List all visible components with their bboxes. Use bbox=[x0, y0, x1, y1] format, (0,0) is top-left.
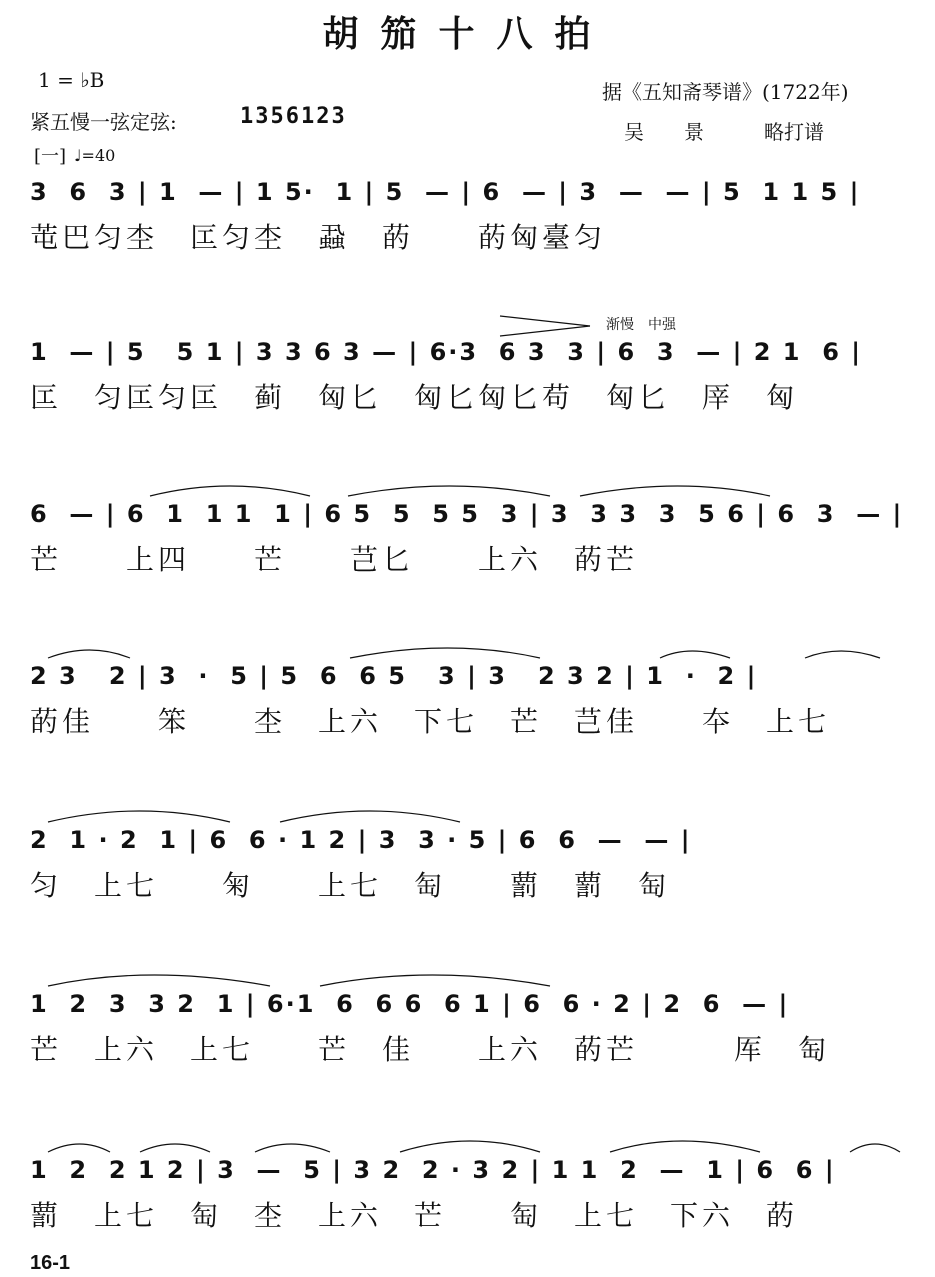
notation-line: 2 1 · 2 1 | 6 6 · 1 2 | 3 3 · 5 | 6 6 — — | bbox=[30, 826, 692, 854]
page-number: 16-1 bbox=[30, 1252, 71, 1274]
section-label: [一] bbox=[34, 146, 67, 167]
tablature-line: 芒 上四 芒 芑匕 上六 菂芒 bbox=[30, 543, 639, 576]
source-citation: 据《五知斋琴谱》(1722年) bbox=[602, 80, 849, 104]
tablature-line: 芒 上六 上七 芒 佳 上六 菂芒 厍 匋 bbox=[30, 1033, 831, 1066]
tuning-label: 紧五慢一弦定弦: bbox=[30, 110, 177, 134]
notation-line: 1 2 3 3 2 1 | 6·1 6 6 6 6 1 | 6 6 · 2 | 2 6 — | bbox=[30, 990, 790, 1018]
tablature-line: 匞 匀匞匀匞 蓟 匈匕 匈匕匈匕苟 匈匕 厗 匈 bbox=[30, 381, 799, 414]
tablature-line: 藅 上七 匋 杢 上六 芒 匋 上七 下六 菂 bbox=[30, 1199, 799, 1232]
notation-line: 2 3 2 | 3 · 5 | 5 6 6 5 3 | 3 2 3 2 | 1 · 2 | bbox=[30, 662, 758, 690]
key-signature: 1 = ♭B bbox=[38, 68, 105, 92]
notation-line: 1 — | 5 5 1 | 3 3 6 3 — | 6·3 6 3 3 | 6 3 — | 2 1 6 | bbox=[30, 338, 863, 366]
arranger: 吴 景 略打谱 bbox=[624, 120, 824, 144]
tuning-value: 1356123 bbox=[240, 104, 347, 129]
tablature-line: 芚巴匀杢 匞匀杢 蝨 菂 菂匈臺匀 bbox=[30, 221, 607, 254]
tablature-line: 匀 上七 匊 上七 匋 藅 藅 匋 bbox=[30, 869, 671, 902]
tempo-marking: 渐慢 中强 bbox=[606, 317, 676, 333]
page-title: 胡笳十八拍 bbox=[322, 13, 613, 55]
tempo: ♩=40 bbox=[74, 146, 116, 165]
tablature-line: 菂佳 笨 杢 上六 下七 芒 芑佳 夲 上七 bbox=[30, 705, 831, 738]
notation-line: 6 — | 6 1 1 1 1 | 6 5 5 5 5 3 | 3 3 3 3 5 6 | 6 3 — | bbox=[30, 500, 904, 528]
notation-line: 1 2 2 1 2 | 3 — 5 | 3 2 2 · 3 2 | 1 1 2 — 1 | 6 6 | bbox=[30, 1156, 836, 1184]
notation-line: 3 6 3 | 1 — | 1 5· 1 | 5 — | 6 — | 3 — — | 5 1 1 5 | bbox=[30, 178, 861, 206]
